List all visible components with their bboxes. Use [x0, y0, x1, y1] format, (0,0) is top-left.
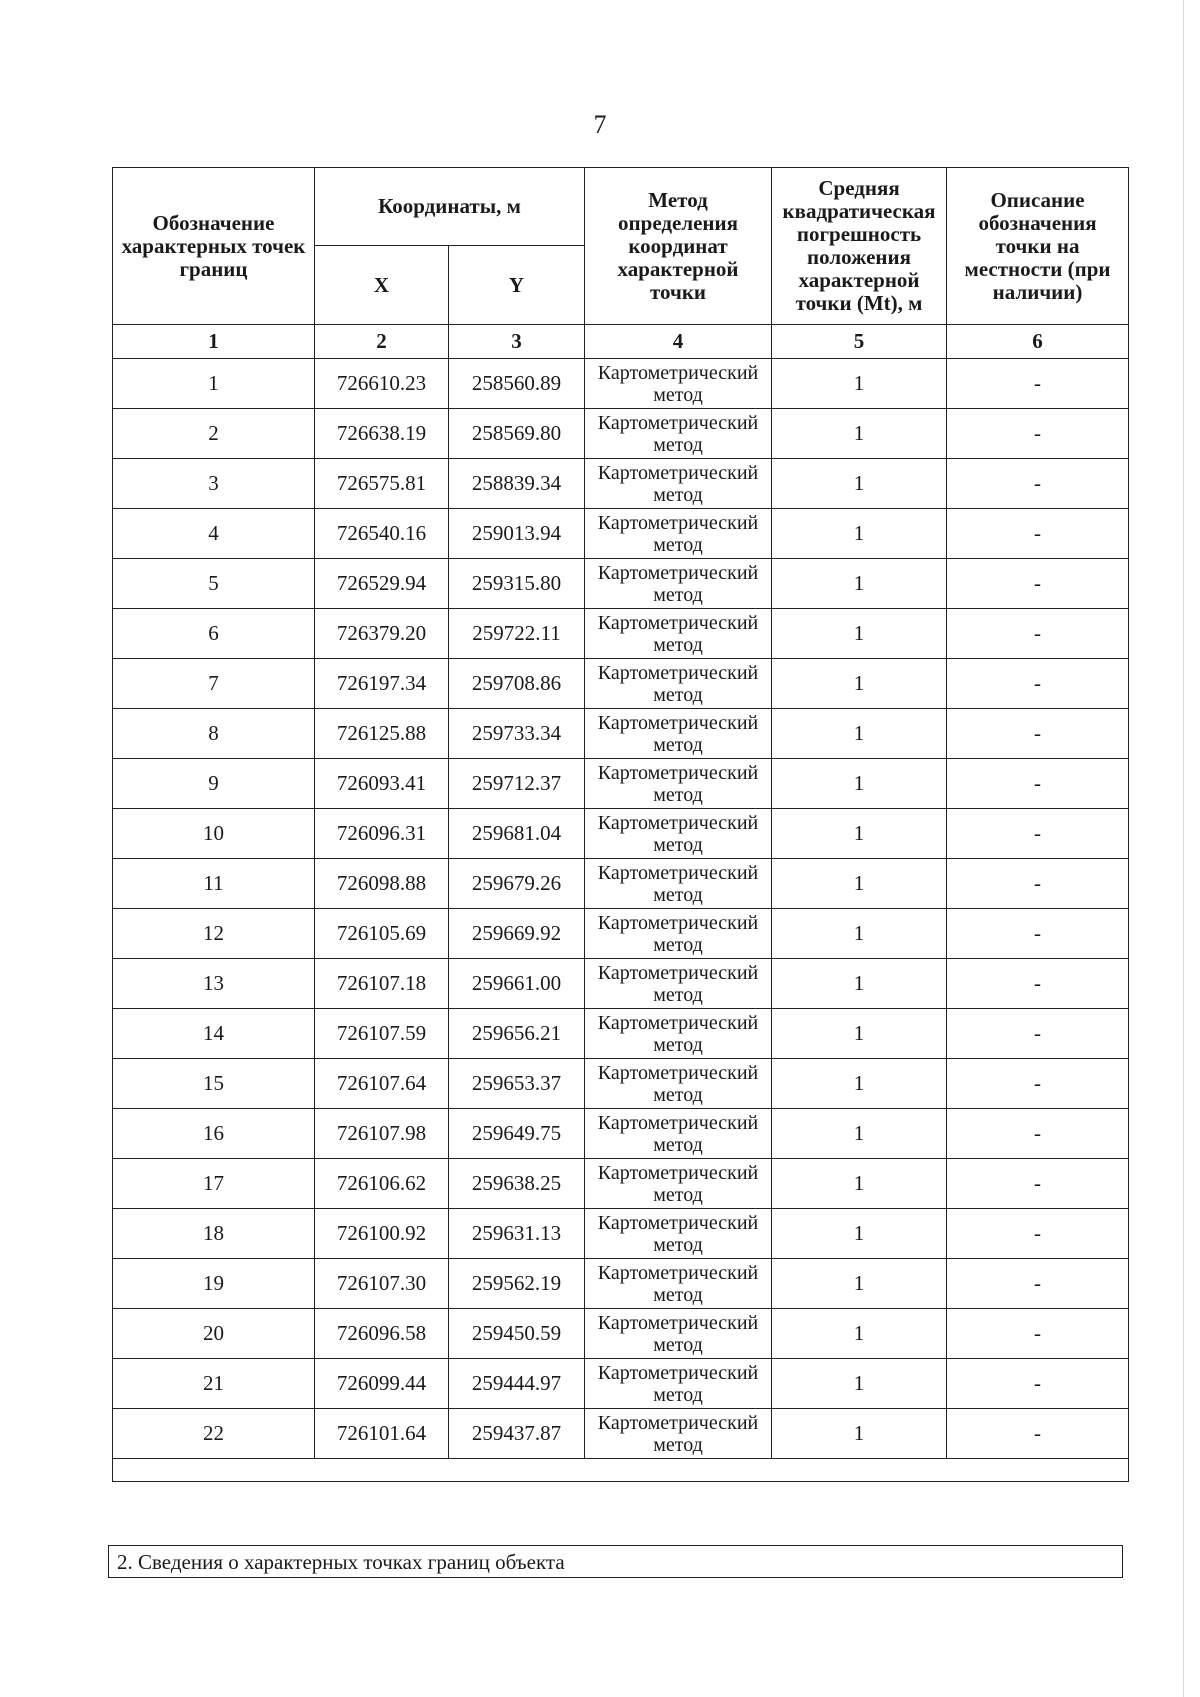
- method-cell: Картометрический метод: [585, 609, 772, 659]
- method-cell: Картометрический метод: [585, 1009, 772, 1059]
- point-number-cell: 16: [113, 1109, 315, 1159]
- x-coordinate-cell: 726575.81: [315, 459, 449, 509]
- x-coordinate-cell: 726379.20: [315, 609, 449, 659]
- header-x: X: [315, 246, 449, 325]
- description-cell: -: [947, 1009, 1129, 1059]
- description-cell: -: [947, 1059, 1129, 1109]
- description-cell: -: [947, 809, 1129, 859]
- y-coordinate-cell: 259679.26: [449, 859, 585, 909]
- point-number-cell: 4: [113, 509, 315, 559]
- empty-table-row: [113, 1459, 1129, 1482]
- point-number-cell: 18: [113, 1209, 315, 1259]
- point-number-cell: 14: [113, 1009, 315, 1059]
- y-coordinate-cell: 259437.87: [449, 1409, 585, 1459]
- table-row: [113, 1059, 1129, 1109]
- method-cell: Картометрический метод: [585, 959, 772, 1009]
- table-row: [113, 559, 1129, 609]
- point-number-cell: 20: [113, 1309, 315, 1359]
- x-coordinate-cell: 726125.88: [315, 709, 449, 759]
- accuracy-cell: 1: [772, 859, 947, 909]
- description-cell: -: [947, 609, 1129, 659]
- method-cell: Картометрический метод: [585, 1409, 772, 1459]
- column-number: 5: [772, 325, 947, 359]
- accuracy-cell: 1: [772, 359, 947, 409]
- table-row: [113, 509, 1129, 559]
- table-row: [113, 1309, 1129, 1359]
- description-cell: -: [947, 559, 1129, 609]
- column-number: 2: [315, 325, 449, 359]
- table-row: [113, 1209, 1129, 1259]
- accuracy-cell: 1: [772, 959, 947, 1009]
- table-row: [113, 1009, 1129, 1059]
- description-cell: -: [947, 1409, 1129, 1459]
- description-cell: -: [947, 959, 1129, 1009]
- table-row: [113, 1109, 1129, 1159]
- section-title-box: 2. Сведения о характерных точках границ объекта: [108, 1545, 1123, 1578]
- method-cell: Картометрический метод: [585, 559, 772, 609]
- accuracy-cell: 1: [772, 1209, 947, 1259]
- point-number-cell: 15: [113, 1059, 315, 1109]
- header-description: Описание обозначения точки на местности (при наличии): [947, 168, 1129, 325]
- method-cell: Картометрический метод: [585, 909, 772, 959]
- x-coordinate-cell: 726096.58: [315, 1309, 449, 1359]
- table-row: [113, 909, 1129, 959]
- y-coordinate-cell: 259681.04: [449, 809, 585, 859]
- column-number: 3: [449, 325, 585, 359]
- point-number-cell: 1: [113, 359, 315, 409]
- x-coordinate-cell: 726107.64: [315, 1059, 449, 1109]
- point-number-cell: 11: [113, 859, 315, 909]
- x-coordinate-cell: 726098.88: [315, 859, 449, 909]
- method-cell: Картометрический метод: [585, 859, 772, 909]
- accuracy-cell: 1: [772, 509, 947, 559]
- y-coordinate-cell: 259653.37: [449, 1059, 585, 1109]
- method-cell: Картометрический метод: [585, 1309, 772, 1359]
- x-coordinate-cell: 726107.59: [315, 1009, 449, 1059]
- y-coordinate-cell: 259013.94: [449, 509, 585, 559]
- point-number-cell: 9: [113, 759, 315, 809]
- column-number: 4: [585, 325, 772, 359]
- point-number-cell: 22: [113, 1409, 315, 1459]
- point-number-cell: 2: [113, 409, 315, 459]
- accuracy-cell: 1: [772, 409, 947, 459]
- accuracy-cell: 1: [772, 459, 947, 509]
- point-number-cell: 5: [113, 559, 315, 609]
- header-method: Метод определения координат характерной точки: [585, 168, 772, 325]
- y-coordinate-cell: 259315.80: [449, 559, 585, 609]
- method-cell: Картометрический метод: [585, 1359, 772, 1409]
- table-row: [113, 809, 1129, 859]
- point-number-cell: 13: [113, 959, 315, 1009]
- y-coordinate-cell: 259562.19: [449, 1259, 585, 1309]
- table-row: [113, 709, 1129, 759]
- x-coordinate-cell: 726107.98: [315, 1109, 449, 1159]
- y-coordinate-cell: 259669.92: [449, 909, 585, 959]
- y-coordinate-cell: 259631.13: [449, 1209, 585, 1259]
- description-cell: -: [947, 509, 1129, 559]
- x-coordinate-cell: 726610.23: [315, 359, 449, 409]
- description-cell: -: [947, 709, 1129, 759]
- y-coordinate-cell: 259733.34: [449, 709, 585, 759]
- method-cell: Картометрический метод: [585, 409, 772, 459]
- x-coordinate-cell: 726101.64: [315, 1409, 449, 1459]
- point-number-cell: 3: [113, 459, 315, 509]
- accuracy-cell: 1: [772, 609, 947, 659]
- method-cell: Картометрический метод: [585, 509, 772, 559]
- column-number-row: [113, 325, 1129, 359]
- method-cell: Картометрический метод: [585, 1109, 772, 1159]
- header-accuracy: Средняя квадратическая погрешность положения характерной точки (Mt), м: [772, 168, 947, 325]
- accuracy-cell: 1: [772, 759, 947, 809]
- page-number: 7: [593, 110, 607, 139]
- header-coordinates: Координаты, м: [315, 168, 585, 246]
- table-row: [113, 1359, 1129, 1409]
- x-coordinate-cell: 726638.19: [315, 409, 449, 459]
- y-coordinate-cell: 258839.34: [449, 459, 585, 509]
- accuracy-cell: 1: [772, 709, 947, 759]
- description-cell: -: [947, 659, 1129, 709]
- accuracy-cell: 1: [772, 1159, 947, 1209]
- table-row: [113, 459, 1129, 509]
- x-coordinate-cell: 726106.62: [315, 1159, 449, 1209]
- description-cell: -: [947, 1159, 1129, 1209]
- accuracy-cell: 1: [772, 909, 947, 959]
- accuracy-cell: 1: [772, 1009, 947, 1059]
- point-number-cell: 8: [113, 709, 315, 759]
- y-coordinate-cell: 258560.89: [449, 359, 585, 409]
- description-cell: -: [947, 1209, 1129, 1259]
- column-number: 1: [113, 325, 315, 359]
- accuracy-cell: 1: [772, 1109, 947, 1159]
- x-coordinate-cell: 726099.44: [315, 1359, 449, 1409]
- method-cell: Картометрический метод: [585, 359, 772, 409]
- table-row: [113, 659, 1129, 709]
- x-coordinate-cell: 726100.92: [315, 1209, 449, 1259]
- method-cell: Картометрический метод: [585, 709, 772, 759]
- table-row: [113, 1259, 1129, 1309]
- accuracy-cell: 1: [772, 1259, 947, 1309]
- description-cell: -: [947, 1309, 1129, 1359]
- method-cell: Картометрический метод: [585, 1259, 772, 1309]
- accuracy-cell: 1: [772, 659, 947, 709]
- point-number-cell: 10: [113, 809, 315, 859]
- header-y: Y: [449, 246, 585, 325]
- y-coordinate-cell: 259722.11: [449, 609, 585, 659]
- x-coordinate-cell: 726540.16: [315, 509, 449, 559]
- description-cell: -: [947, 459, 1129, 509]
- point-number-cell: 6: [113, 609, 315, 659]
- x-coordinate-cell: 726197.34: [315, 659, 449, 709]
- x-coordinate-cell: 726107.18: [315, 959, 449, 1009]
- table-row: [113, 359, 1129, 409]
- table-row: [113, 859, 1129, 909]
- y-coordinate-cell: 259649.75: [449, 1109, 585, 1159]
- method-cell: Картометрический метод: [585, 659, 772, 709]
- description-cell: -: [947, 859, 1129, 909]
- table-row: [113, 609, 1129, 659]
- method-cell: Картометрический метод: [585, 1209, 772, 1259]
- description-cell: -: [947, 359, 1129, 409]
- y-coordinate-cell: 259638.25: [449, 1159, 585, 1209]
- column-number: 6: [947, 325, 1129, 359]
- method-cell: Картометрический метод: [585, 809, 772, 859]
- accuracy-cell: 1: [772, 809, 947, 859]
- y-coordinate-cell: 259444.97: [449, 1359, 585, 1409]
- point-number-cell: 21: [113, 1359, 315, 1409]
- x-coordinate-cell: 726529.94: [315, 559, 449, 609]
- accuracy-cell: 1: [772, 559, 947, 609]
- x-coordinate-cell: 726093.41: [315, 759, 449, 809]
- empty-cell: [113, 1459, 1129, 1482]
- point-number-cell: 7: [113, 659, 315, 709]
- table-row: [113, 1409, 1129, 1459]
- table-row: [113, 959, 1129, 1009]
- y-coordinate-cell: 259708.86: [449, 659, 585, 709]
- description-cell: -: [947, 1109, 1129, 1159]
- method-cell: Картометрический метод: [585, 1159, 772, 1209]
- page-edge-line: [1183, 0, 1184, 1697]
- boundary-points-table: [112, 167, 1129, 1482]
- accuracy-cell: 1: [772, 1359, 947, 1409]
- description-cell: -: [947, 1359, 1129, 1409]
- y-coordinate-cell: 259656.21: [449, 1009, 585, 1059]
- method-cell: Картометрический метод: [585, 759, 772, 809]
- table-row: [113, 759, 1129, 809]
- y-coordinate-cell: 259712.37: [449, 759, 585, 809]
- table-row: [113, 1159, 1129, 1209]
- point-number-cell: 17: [113, 1159, 315, 1209]
- accuracy-cell: 1: [772, 1309, 947, 1359]
- description-cell: -: [947, 759, 1129, 809]
- x-coordinate-cell: 726107.30: [315, 1259, 449, 1309]
- header-point-designation: Обозначение характерных точек границ: [113, 168, 315, 325]
- point-number-cell: 19: [113, 1259, 315, 1309]
- y-coordinate-cell: 259661.00: [449, 959, 585, 1009]
- y-coordinate-cell: 259450.59: [449, 1309, 585, 1359]
- method-cell: Картометрический метод: [585, 459, 772, 509]
- point-number-cell: 12: [113, 909, 315, 959]
- x-coordinate-cell: 726096.31: [315, 809, 449, 859]
- accuracy-cell: 1: [772, 1409, 947, 1459]
- description-cell: -: [947, 409, 1129, 459]
- table-row: [113, 409, 1129, 459]
- method-cell: Картометрический метод: [585, 1059, 772, 1109]
- description-cell: -: [947, 1259, 1129, 1309]
- accuracy-cell: 1: [772, 1059, 947, 1109]
- x-coordinate-cell: 726105.69: [315, 909, 449, 959]
- y-coordinate-cell: 258569.80: [449, 409, 585, 459]
- description-cell: -: [947, 909, 1129, 959]
